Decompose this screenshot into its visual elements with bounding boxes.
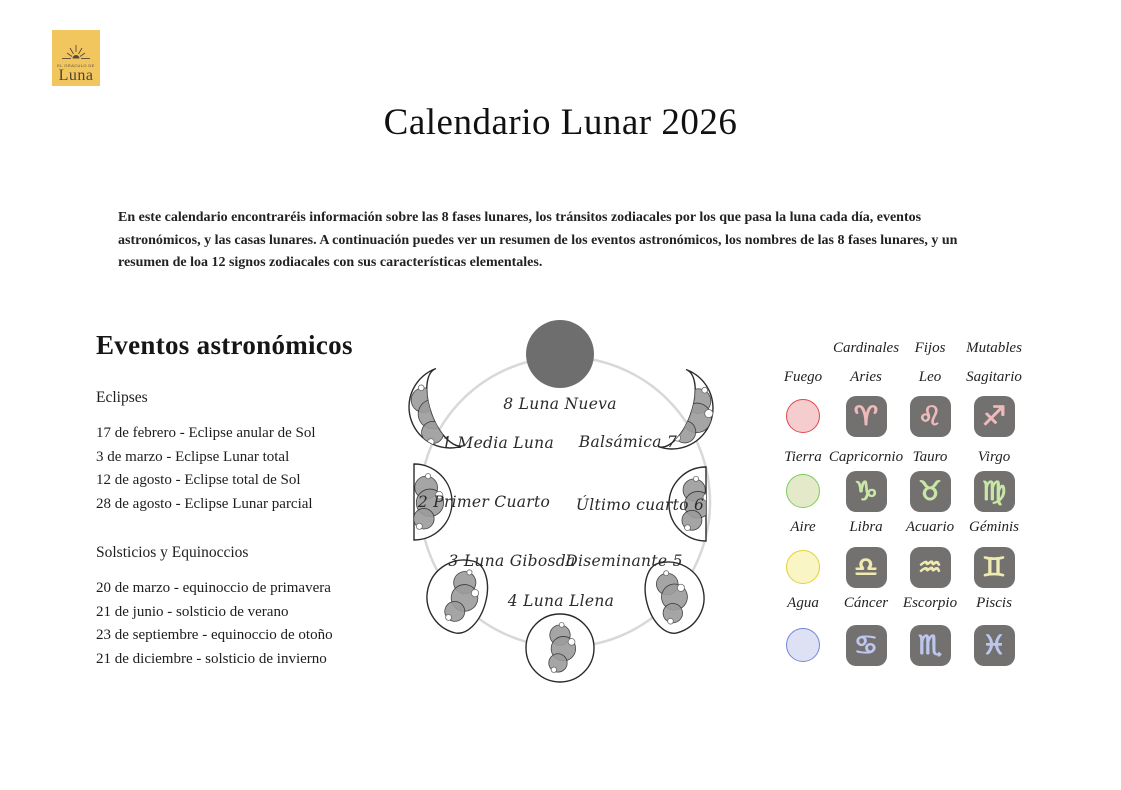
element-color-circle-agua [786,628,820,662]
sign-label: Libra [849,518,883,535]
moon-phase-label: 4 Luna Llena [507,592,615,610]
sign-label: Capricornio [828,448,904,465]
moon-phase-diagram [372,296,762,696]
event-item: 17 de febrero - Eclipse anular de Sol [96,425,316,441]
sign-badge-aries [846,396,887,437]
sunburst-icon [61,44,91,62]
sign-label: Escorpio [902,594,958,611]
sign-badge-tauro [910,471,951,512]
sign-label: Virgo [977,448,1011,465]
event-item: 23 de septiembre - equinoccio de otoño [96,627,333,643]
event-item: 3 de marzo - Eclipse Lunar total [96,448,290,465]
sign-badge-capricornio [846,471,887,512]
event-item: 28 de agosto - Eclipse Lunar parcial [96,495,313,512]
zodiac-sign-icon: ♊ [981,551,1007,583]
zodiac-table [772,0,1032,700]
zodiac-sign-icon: ♒ [917,551,943,583]
sign-label: Sagitario [966,368,1022,385]
event-item: 20 de marzo - equinoccio de primavera [96,580,331,596]
sign-badge-géminis [974,547,1015,588]
sign-label: Leo [918,368,942,385]
logo-name: Luna [58,67,94,84]
sign-label: Acuario [905,518,955,535]
sign-badge-virgo [974,471,1015,512]
moon-phase-label: Balsámica 7 [578,433,678,451]
sign-label: Aries [850,368,882,385]
moon-phase-label: 3 Luna Gibosda [448,552,576,570]
zodiac-sign-icon: ♉ [917,475,943,507]
element-label: Aire [790,518,816,535]
intro-text: En este calendario encontraréis información sobre las 8 fases lunares, los tránsitos zodiacales por los que pasa la luna cada día, eventos astronómicos, y las casas lunares. A continuación puedes ver un resumen de los eventos astronómicos, los nombres de las 8 fases lunares, y un resumen de loa 12 signos zodiacales con sus características elementales. [118,210,958,270]
zodiac-sign-icon: ♌ [917,400,943,432]
element-color-circle-tierra [786,474,820,508]
sign-badge-libra [846,547,887,588]
logo-top-text: EL ORACULO DE [57,63,95,68]
moon-phase-label: Último cuarto 6 [575,496,705,514]
sign-label: Cáncer [843,594,889,611]
sign-label: Piscis [976,594,1012,611]
moon-phase-label: 1 Media Luna [442,434,554,452]
zodiac-sign-icon: ♎ [853,551,879,583]
sign-badge-acuario [910,547,951,588]
sign-badge-cáncer [846,625,887,666]
event-item: 21 de diciembre - solsticio de invierno [96,650,327,667]
site-logo [52,30,100,86]
moon-phase-label: 2 Primer Cuarto [417,493,551,511]
sign-badge-escorpio [910,625,951,666]
zodiac-sign-icon: ♐ [981,400,1007,432]
zodiac-sign-icon: ♋ [853,629,879,661]
moon-illustration-new [526,320,594,388]
zodiac-sign-icon: ♑ [853,475,879,507]
event-group-title: Eclipses [96,389,148,406]
events-heading: Eventos astronómicos [96,330,353,360]
element-label: Agua [787,594,819,611]
sign-badge-sagitario [974,396,1015,437]
sign-badge-leo [910,396,951,437]
zodiac-sign-icon: ♏ [917,629,943,661]
element-color-circle-fuego [786,399,820,433]
element-label: Fuego [783,368,823,385]
sign-label: Tauro [912,448,948,465]
event-group-title: Solsticios y Equinoccios [96,544,249,561]
zodiac-column-header: Cardinales [832,339,900,356]
moon-phase-label: 8 Luna Nueva [503,395,617,413]
astronomical-events-section [96,330,386,671]
element-label: Tierra [784,448,822,465]
zodiac-sign-icon: ♍ [981,475,1007,507]
zodiac-column-header: Mutables [966,339,1022,356]
events-list [96,389,386,671]
moon-illustration-full [526,614,594,682]
sign-label: Géminis [969,518,1019,535]
event-item: 12 de agosto - Eclipse total de Sol [96,472,301,488]
event-group [96,544,386,671]
sign-badge-piscis [974,625,1015,666]
event-group [96,389,386,516]
zodiac-sign-icon: ♓ [981,629,1007,661]
zodiac-column-header: Fijos [914,339,946,356]
moon-phase-label: Diseminante 5 [565,552,683,570]
zodiac-sign-icon: ♈ [853,400,879,432]
event-item: 21 de junio - solsticio de verano [96,603,289,620]
page-title: Calendario Lunar 2026 [383,102,738,143]
element-color-circle-aire [786,550,820,584]
